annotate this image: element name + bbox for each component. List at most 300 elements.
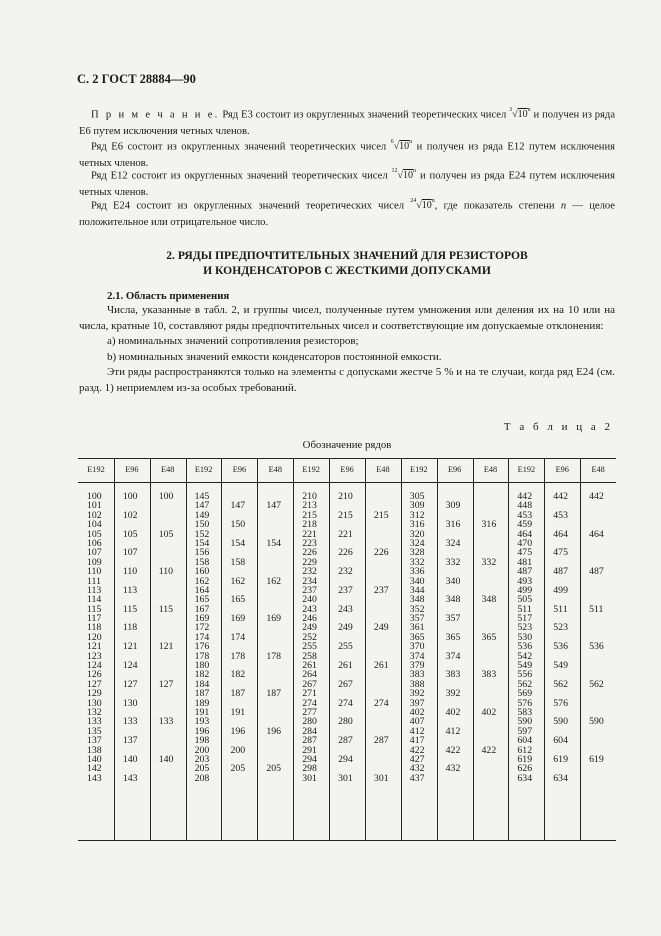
section-title-line2: И КОНДЕНСАТОРОВ С ЖЕСТКИМИ ДОПУСКАМИ [203, 264, 491, 277]
note-e24-text-a: Ряд Е24 состоит из округленных значений теоретических чисел [91, 200, 404, 212]
table-cell: 634 [553, 772, 568, 784]
table-cell: 174 [230, 631, 246, 643]
table-cell [374, 642, 404, 651]
table-cell: 590 [517, 716, 533, 728]
table-cell: 511 [553, 603, 568, 615]
table-cell: 105 [122, 528, 138, 540]
table-cell: 344 [409, 584, 425, 596]
table-cell: 140 [158, 753, 174, 765]
table-cell: 240 [302, 594, 317, 606]
section-body [79, 303, 615, 396]
table-cell [374, 670, 404, 679]
table-cell: 517 [517, 613, 533, 625]
table-cell: 312 [409, 509, 425, 521]
table-header-cell: E48 [268, 465, 283, 474]
table-cell: 218 [302, 519, 317, 531]
table-cell: 626 [517, 763, 533, 775]
table-cell: 348 [445, 594, 461, 606]
table-cell: 158 [194, 556, 210, 568]
table-cell: 205 [230, 763, 246, 775]
table-cell: 160 [194, 566, 210, 578]
table-cell: 432 [445, 763, 461, 775]
table-cell: 453 [553, 509, 568, 521]
table-cell: 117 [87, 613, 102, 625]
table-cell: 442 [553, 491, 568, 502]
table-cell: 223 [302, 537, 317, 549]
table-cell: 243 [338, 603, 353, 615]
table-cell [266, 511, 296, 520]
table-cell [374, 680, 404, 689]
table-cell: 442 [589, 491, 604, 502]
table-cell: 132 [87, 706, 102, 718]
radical-12: $^{12}$√10$^n$ [391, 168, 417, 182]
table-cell: 165 [194, 594, 210, 606]
table-header-cell: E96 [447, 465, 462, 474]
table-cell: 590 [589, 716, 604, 728]
table-cell: 499 [553, 584, 568, 596]
table-cell [266, 633, 296, 642]
table-cell [159, 614, 189, 623]
table-cell [159, 501, 189, 510]
table-cell: 249 [373, 622, 389, 634]
table-cell [159, 736, 189, 745]
table-cell: 205 [194, 763, 210, 775]
table-cell: 121 [87, 641, 102, 653]
table-cell: 135 [87, 725, 102, 737]
table-cell: 604 [517, 735, 533, 747]
section-title-line1: 2. РЯДЫ ПРЕДПОЧТИТЕЛЬНЫХ ЗНАЧЕНИЙ ДЛЯ РЕЗИСТОРОВ [166, 249, 528, 262]
table-cell [266, 586, 296, 595]
table-cell: 542 [517, 650, 533, 662]
table-cell [374, 717, 404, 726]
table-header-cell: E96 [125, 465, 139, 474]
table-cell: 127 [87, 678, 102, 690]
table-cell: 196 [266, 725, 282, 737]
note-e3-text-a: Ряд Е3 состоит из округленных значений теоретических чисел [222, 109, 507, 121]
table-cell [266, 623, 296, 632]
table-cell: 280 [302, 716, 317, 728]
table-cell: 604 [553, 735, 568, 747]
table-cell: 142 [87, 763, 102, 775]
table-cell: 145 [194, 491, 210, 502]
table-cell: 221 [338, 528, 353, 540]
table-cell [159, 689, 189, 698]
table-cell: 213 [302, 500, 317, 512]
table-cell [266, 548, 296, 557]
table-cell: 267 [302, 678, 317, 690]
table-cell: 340 [409, 575, 425, 587]
table-cell: 487 [553, 566, 568, 578]
table-cell [159, 774, 189, 783]
table-cell: 383 [409, 669, 425, 681]
table-cell: 328 [409, 547, 425, 559]
table-cell [230, 774, 260, 783]
table-cell: 162 [194, 575, 210, 587]
table-cell [482, 717, 512, 726]
note-e12-text-a: Ряд Е12 состоит из округленных значений теоретических чисел [91, 170, 388, 182]
table-cell: 261 [373, 660, 389, 672]
table-cell [266, 520, 296, 529]
table-cell: 191 [230, 706, 246, 718]
table-cell [266, 699, 296, 708]
table-cell: 402 [481, 706, 497, 718]
note-paragraph-e3 [79, 104, 615, 140]
table-cell: 470 [517, 537, 533, 549]
table-cell [374, 746, 404, 755]
table-cell: 130 [122, 697, 138, 709]
table-cell [482, 642, 512, 651]
table-column [123, 492, 153, 783]
table-cell: 180 [194, 660, 210, 672]
table-cell: 422 [409, 744, 425, 756]
table-cell: 147 [230, 500, 246, 512]
table-cell: 556 [517, 669, 533, 681]
table-cell [589, 623, 619, 632]
table-cell: 357 [445, 613, 461, 625]
table-cell: 237 [373, 584, 389, 596]
table-cell: 187 [194, 688, 210, 700]
table-cell: 215 [302, 509, 317, 521]
table-cell: 255 [338, 641, 353, 653]
table-cell: 215 [338, 509, 353, 521]
table-cell: 348 [481, 594, 497, 606]
table-cell: 499 [517, 584, 533, 596]
table-cell: 536 [589, 641, 604, 653]
table-cell: 324 [445, 537, 461, 549]
table-cell: 301 [302, 772, 317, 784]
table-cell: 121 [122, 641, 138, 653]
table-cell: 126 [87, 669, 102, 681]
table-cell: 198 [194, 735, 210, 747]
table-header-cell: E192 [302, 465, 320, 474]
table-cell [374, 558, 404, 567]
table-cell: 187 [266, 688, 282, 700]
note-e24-text-b: , где показатель степени [434, 200, 555, 212]
table-top-rule [78, 458, 616, 459]
table-cell: 422 [445, 744, 461, 756]
table-cell: 156 [194, 547, 210, 559]
table-column [266, 492, 296, 783]
section-title [79, 248, 615, 278]
table-cell: 104 [87, 519, 102, 531]
table-cell: 164 [194, 584, 210, 596]
note-e24-text-c: — целое положительное или отрицательное число. [79, 200, 616, 229]
table-cell: 301 [338, 772, 353, 784]
table-cell: 229 [302, 556, 317, 568]
table-cell [589, 774, 619, 783]
table-cell: 111 [87, 575, 101, 587]
table-cell [374, 530, 404, 539]
table-cell: 167 [194, 603, 210, 615]
table-cell [374, 633, 404, 642]
table-cell: 287 [373, 735, 389, 747]
table-cell: 261 [302, 660, 317, 672]
table-header-cell: E192 [517, 465, 536, 474]
table-cell: 210 [338, 491, 353, 502]
table-cell: 176 [194, 641, 210, 653]
table-cell: 147 [266, 500, 282, 512]
table-cell: 316 [481, 519, 497, 531]
radical-3: $^3$√10$^n$ [509, 107, 531, 121]
table-cell: 232 [338, 566, 353, 578]
table-cell: 511 [517, 603, 532, 615]
table-cell: 287 [338, 735, 353, 747]
table-cell: 154 [230, 537, 246, 549]
table-cell [589, 652, 619, 661]
table-cell: 417 [409, 735, 425, 747]
table-cell: 392 [409, 688, 425, 700]
table-column [553, 492, 583, 783]
table-cell: 193 [194, 716, 210, 728]
table-cell [482, 539, 512, 548]
table-cell: 576 [517, 697, 533, 709]
table-cell: 203 [194, 753, 210, 765]
table-cell: 101 [87, 500, 102, 512]
table-cell: 102 [87, 509, 102, 521]
table-cell: 115 [158, 603, 174, 615]
table-cell: 493 [517, 575, 533, 587]
body-paragraph-2: Эти ряды распространяются только на элементы с допусками жестче 5 % и на те случаи, когда ряд Е24 (см. разд. 1) неприемлем из-за особых требований. [79, 366, 615, 394]
table-cell [266, 661, 296, 670]
table-cell [482, 492, 512, 501]
table-cell [374, 520, 404, 529]
table-cell [482, 614, 512, 623]
table-cell: 243 [302, 603, 317, 615]
table-cell: 200 [230, 744, 246, 756]
table-cell [266, 708, 296, 717]
table-cell: 442 [517, 491, 533, 502]
table-cell: 475 [553, 547, 568, 559]
table-cell: 110 [158, 566, 174, 578]
table-cell: 453 [517, 509, 533, 521]
table-cell [482, 727, 512, 736]
table-cell: 523 [553, 622, 568, 634]
table-cell: 123 [87, 650, 102, 662]
table-cell: 165 [230, 594, 246, 606]
table-cell: 208 [194, 772, 210, 784]
table-column [410, 492, 440, 783]
table-cell [589, 501, 619, 510]
note-lead: П р и м е ч а н и е. [91, 109, 220, 121]
table-cell: 365 [445, 631, 461, 643]
table-cell: 365 [481, 631, 497, 643]
table-cell: 464 [589, 528, 604, 540]
table-header-cell: E96 [232, 465, 247, 474]
note-e12-text-b: и получен из ряда Е24 путем исключения четных членов. [79, 170, 615, 199]
table-column [517, 492, 547, 783]
table-cell [482, 501, 512, 510]
table-cell: 505 [517, 594, 533, 606]
subsection-heading: 2.1. Область применения [107, 290, 230, 302]
table-cell: 324 [409, 537, 425, 549]
table-cell [589, 736, 619, 745]
table-cell: 511 [589, 603, 604, 615]
table-cell: 133 [87, 716, 102, 728]
table-cell [482, 755, 512, 764]
table-header-cell: E192 [87, 465, 105, 474]
table-cell: 549 [517, 660, 533, 672]
table-cell: 412 [409, 725, 425, 737]
table-cell: 549 [553, 660, 568, 672]
table-cell: 140 [87, 753, 102, 765]
table-column [87, 492, 117, 783]
table-cell: 619 [553, 753, 568, 765]
table-cell: 422 [481, 744, 497, 756]
table-cell: 124 [122, 660, 138, 672]
table-cell: 264 [302, 669, 317, 681]
table-cell: 127 [158, 678, 174, 690]
table-cell: 407 [409, 716, 425, 728]
table-cell: 237 [302, 584, 317, 596]
table-cell: 536 [553, 641, 568, 653]
table-cell: 140 [122, 753, 138, 765]
table-cell [159, 586, 189, 595]
table-cell: 464 [553, 528, 568, 540]
table-cell: 274 [373, 697, 389, 709]
table-cell: 298 [302, 763, 317, 775]
note-paragraph-e24 [79, 195, 615, 231]
note-e24-n: n [560, 200, 567, 212]
table-cell: 130 [87, 697, 102, 709]
table-cell: 475 [517, 547, 533, 559]
table-column [338, 492, 368, 783]
table-cell: 619 [517, 753, 533, 765]
table-label: Т а б л и ц а 2 [503, 421, 613, 433]
table-cell: 294 [338, 753, 353, 765]
table-cell: 234 [302, 575, 317, 587]
table-cell: 569 [517, 688, 533, 700]
table-cell [159, 727, 189, 736]
table-cell: 113 [122, 584, 138, 596]
table-cell: 205 [266, 763, 282, 775]
table-cell: 464 [517, 528, 533, 540]
table-cell [159, 699, 189, 708]
table-cell: 150 [230, 519, 246, 531]
table-cell: 249 [302, 622, 317, 634]
table-cell: 487 [589, 566, 604, 578]
note-e3-text-b: и получен из ряда Е6 путем исключения четных членов. [79, 109, 616, 138]
table-cell [266, 746, 296, 755]
table-cell: 143 [87, 772, 102, 784]
table-cell: 162 [266, 575, 282, 587]
table-cell [266, 558, 296, 567]
table-cell: 137 [87, 735, 102, 747]
table-cell: 432 [409, 763, 425, 775]
table-cell: 361 [409, 622, 425, 634]
note-e6-text-a: Ряд Е6 состоит из округленных значений теоретических чисел [91, 141, 387, 153]
table-cell: 226 [373, 547, 389, 559]
table-cell [159, 577, 189, 586]
table-bottom-rule [78, 840, 616, 841]
table-cell: 448 [517, 500, 533, 512]
table-cell [589, 699, 619, 708]
table-header-cell: E48 [483, 465, 498, 474]
table-cell: 150 [194, 519, 210, 531]
table-cell: 210 [302, 491, 317, 502]
table-cell: 261 [338, 660, 353, 672]
table-cell [589, 586, 619, 595]
table-cell: 109 [87, 556, 102, 568]
table-cell: 106 [87, 537, 102, 549]
table-cell: 427 [409, 753, 425, 765]
table-cell: 149 [194, 509, 210, 521]
table-cell: 189 [194, 697, 210, 709]
table-cell: 182 [194, 669, 210, 681]
table-cell: 267 [338, 678, 353, 690]
table-cell: 127 [122, 678, 138, 690]
table-cell: 459 [517, 519, 533, 531]
table-cell: 305 [409, 491, 425, 502]
table-caption: Обозначение рядов [302, 439, 392, 451]
table-cell: 619 [589, 753, 604, 765]
table-cell: 143 [122, 772, 138, 784]
table-cell: 291 [302, 744, 317, 756]
table-header-cell: E48 [161, 465, 175, 474]
table-cell: 113 [87, 584, 102, 596]
table-cell [482, 530, 512, 539]
table-cell: 138 [87, 744, 102, 756]
table-cell: 412 [445, 725, 461, 737]
table-cell: 246 [302, 613, 317, 625]
table-cell: 105 [158, 528, 174, 540]
table-cell: 352 [409, 603, 425, 615]
table-cell: 215 [373, 509, 389, 521]
table-header-cell: E192 [410, 465, 428, 474]
table-cell: 105 [87, 528, 102, 540]
table-cell: 332 [409, 556, 425, 568]
table-cell: 196 [194, 725, 210, 737]
table-column [159, 492, 189, 783]
table-cell [266, 670, 296, 679]
table-cell: 590 [553, 716, 568, 728]
table-header-cell: E96 [555, 465, 569, 474]
table-header-cell: E192 [194, 465, 213, 474]
table-cell: 124 [87, 660, 102, 672]
table-cell: 172 [194, 622, 210, 634]
table-cell: 336 [409, 566, 425, 578]
table-cell: 162 [230, 575, 246, 587]
table-cell: 100 [158, 491, 174, 502]
table-cell: 133 [122, 716, 138, 728]
table-cell [266, 774, 296, 783]
table-cell: 120 [87, 631, 102, 643]
table-cell [589, 727, 619, 736]
table-cell: 154 [194, 537, 210, 549]
body-item-b: b) номинальных значений емкости конденсаторов постоянной емкости. [107, 350, 442, 363]
table-header-cell: E96 [340, 465, 354, 474]
table-cell: 316 [409, 519, 425, 531]
table-cell: 397 [409, 697, 425, 709]
table-cell [589, 548, 619, 557]
table-cell: 187 [230, 688, 246, 700]
table-column [482, 492, 512, 783]
table-cell: 437 [409, 772, 425, 784]
table-cell [589, 661, 619, 670]
table-cell: 348 [409, 594, 425, 606]
table-cell: 309 [445, 500, 461, 512]
table-cell: 110 [122, 566, 138, 578]
table-cell: 182 [230, 669, 246, 681]
table-cell [482, 764, 512, 773]
table-cell: 301 [373, 772, 389, 784]
table-cell: 100 [87, 491, 102, 502]
table-header-cell: E48 [591, 465, 605, 474]
radical-24: $^{24}$√10$^n$ [410, 198, 435, 212]
table-cell: 158 [230, 556, 246, 568]
table-cell [482, 689, 512, 698]
radical-6: $^6$√10$^n$ [390, 139, 413, 153]
table-cell: 226 [302, 547, 317, 559]
